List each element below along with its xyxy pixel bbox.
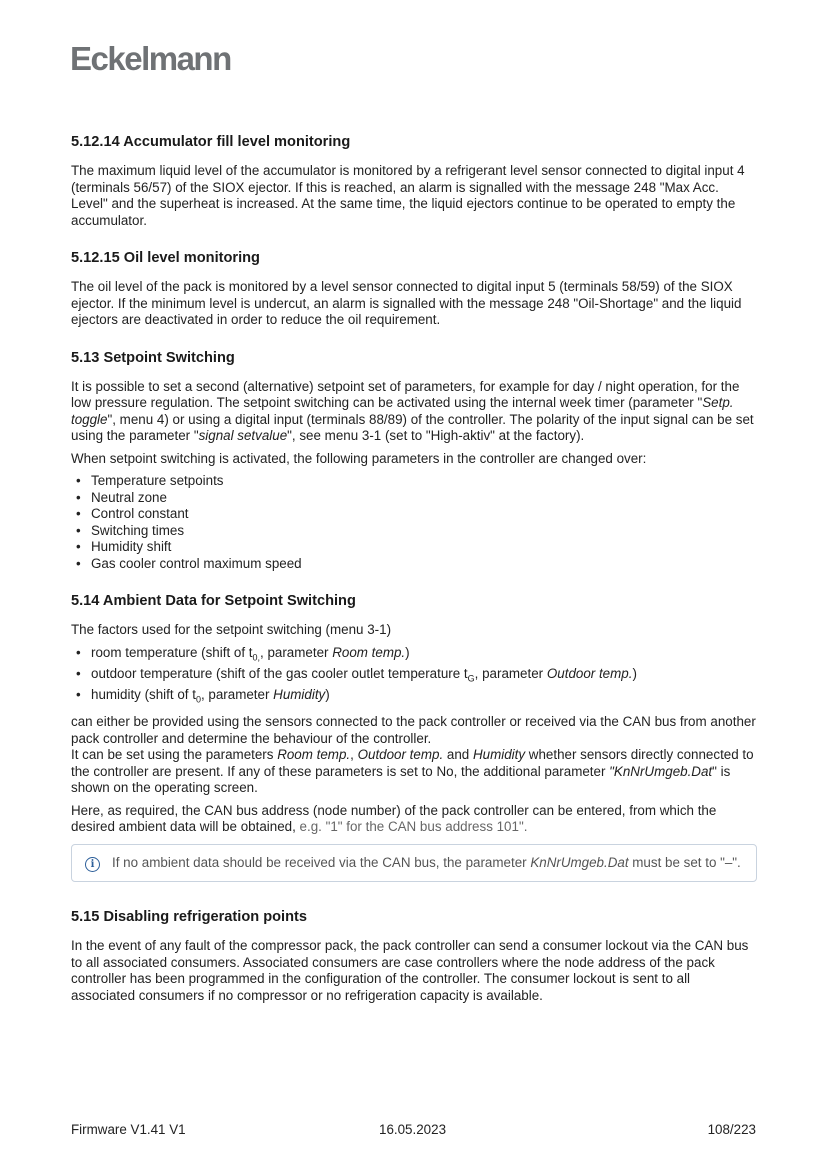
subscript: G bbox=[467, 673, 475, 684]
text: outdoor temperature (shift of the gas cooler outlet temperature t bbox=[91, 665, 468, 681]
list-item bbox=[71, 687, 757, 708]
section-title: 5.13 Setpoint Switching bbox=[71, 349, 235, 366]
parameter-name: Outdoor temp. bbox=[357, 747, 444, 763]
text: " is shown on the operating screen. bbox=[71, 763, 731, 796]
parameter-name: KnNrUmgeb.Dat bbox=[530, 854, 629, 870]
list-item: • Humidity shift bbox=[71, 539, 757, 556]
paragraph bbox=[71, 803, 757, 836]
text: It can be set using the parameters bbox=[71, 747, 278, 763]
section-ambient-data bbox=[71, 592, 757, 882]
parameter-list bbox=[71, 473, 757, 572]
section-title: 5.12.15 Oil level monitoring bbox=[71, 250, 260, 266]
text: humidity (shift of t bbox=[91, 686, 196, 702]
section-title: 5.15 Disabling refrigeration points bbox=[71, 909, 307, 926]
text: Here, as required, the CAN bus address (node number) of the pack controller can be entered, from which the desired ambient data will be obtained, bbox=[71, 802, 717, 835]
parameter-name: Humidity bbox=[472, 747, 526, 763]
text: , parameter bbox=[474, 665, 547, 681]
parameter-name: Outdoor temp. bbox=[546, 665, 633, 681]
list-item bbox=[71, 666, 757, 687]
section-disabling-refrigeration-points bbox=[71, 908, 757, 1004]
text: , parameter bbox=[260, 644, 333, 660]
footer-page-number: 108/223 bbox=[707, 1122, 756, 1137]
section-title: 5.14 Ambient Data for Setpoint Switching bbox=[71, 593, 356, 609]
text: It is possible to set a second (alternative) setpoint set of parameters, for example for day / night operation, for the low pressure regulation. The setpoint switching can be activated using the internal week timer (parameter " bbox=[71, 378, 740, 410]
subscript: 0, bbox=[252, 652, 261, 663]
section-title: 5.12.14 Accumulator fill level monitoring bbox=[71, 134, 351, 150]
list-item: • Control constant bbox=[71, 506, 757, 523]
subscript: 0 bbox=[195, 694, 201, 705]
section-oil-level bbox=[71, 249, 757, 329]
info-note bbox=[71, 844, 757, 883]
footer-date: 16.05.2023 bbox=[379, 1122, 447, 1137]
text: room temperature (shift of t bbox=[91, 644, 253, 660]
text: ", see menu 3-1 (set to "High-aktiv" at the factory). bbox=[287, 428, 585, 443]
paragraph: The factors used for the setpoint switching (menu 3-1) bbox=[71, 622, 392, 637]
text: ) bbox=[325, 686, 330, 702]
list-item: • Neutral zone bbox=[71, 490, 757, 507]
text: ) bbox=[632, 665, 637, 681]
text: whether sensors directly connected to the controller are present. If any of these parameters is set to No, the additional parameter bbox=[71, 747, 754, 779]
text: If no ambient data should be received via the CAN bus, the parameter bbox=[112, 854, 531, 870]
footer-firmware: Firmware V1.41 V1 bbox=[71, 1122, 186, 1137]
parameter-name: signal setvalue bbox=[198, 428, 288, 443]
list-item: • Gas cooler control maximum speed bbox=[71, 556, 757, 573]
page-content bbox=[71, 133, 757, 1024]
text: must be set to "–". bbox=[628, 854, 741, 870]
factor-list bbox=[71, 645, 757, 709]
text: ) bbox=[405, 644, 410, 660]
parameter-name: Room temp. bbox=[277, 747, 351, 763]
paragraph: The maximum liquid level of the accumulator is monitored by a refrigerant level sensor connected to digital input 4 (terminals 56/57) of the SIOX ejector. If this is reached, an alarm is signalled with the message 248 "Max Acc. Level" and the superheat is increased. At the same time, the liquid ejectors continue to be operated to empty the accumulator. bbox=[71, 163, 745, 228]
company-logo: Eckelmann bbox=[70, 40, 231, 77]
section-setpoint-switching bbox=[71, 349, 757, 573]
text: ", menu 4) or using a digital input (terminals 88/89) of the controller. The polarity of the input signal can be set using the parameter " bbox=[71, 411, 754, 443]
info-icon: i bbox=[85, 857, 100, 872]
parameter-name: Setp. toggle bbox=[71, 395, 734, 427]
paragraph: When setpoint switching is activated, the following parameters in the controller are changed over: bbox=[71, 450, 647, 466]
paragraph: In the event of any fault of the compressor pack, the pack controller can send a consumer lockout via the CAN bus to all associated consumers. Associated consumers are case controllers where the node address of the pack controller has been programmed in the configuration of the controller. The consumer lockout is sent to all associated consumers if no compressor or no refrigeration capacity is available. bbox=[71, 938, 749, 1003]
paragraph bbox=[71, 379, 757, 445]
parameter-name: "KnNrUmgeb.Dat bbox=[609, 763, 713, 779]
text: , parameter bbox=[200, 686, 274, 702]
parameter-name: Room temp. bbox=[332, 644, 406, 660]
list-item: • Switching times bbox=[71, 523, 757, 540]
section-accumulator-fill-level bbox=[71, 133, 757, 229]
text: and bbox=[443, 747, 473, 763]
parameter-name: Humidity bbox=[273, 686, 326, 702]
list-item: • Temperature setpoints bbox=[71, 473, 757, 490]
paragraph: The oil level of the pack is monitored by a level sensor connected to digital input 5 (terminals 58/59) of the SIOX ejector. If the minimum level is undercut, an alarm is signalled with the message 248 "Oil-Shortage" and the liquid ejectors are deactivated in order to reduce the oil requirement. bbox=[71, 279, 742, 327]
paragraph: can either be provided using the sensors connected to the pack controller or received via the CAN bus from another pack controller and determine the behaviour of the controller. bbox=[71, 714, 756, 746]
list-item bbox=[71, 645, 757, 666]
text: , bbox=[350, 747, 358, 763]
paragraph bbox=[71, 747, 757, 797]
example-text: e.g. "1" for the CAN bus address 101". bbox=[299, 819, 528, 835]
